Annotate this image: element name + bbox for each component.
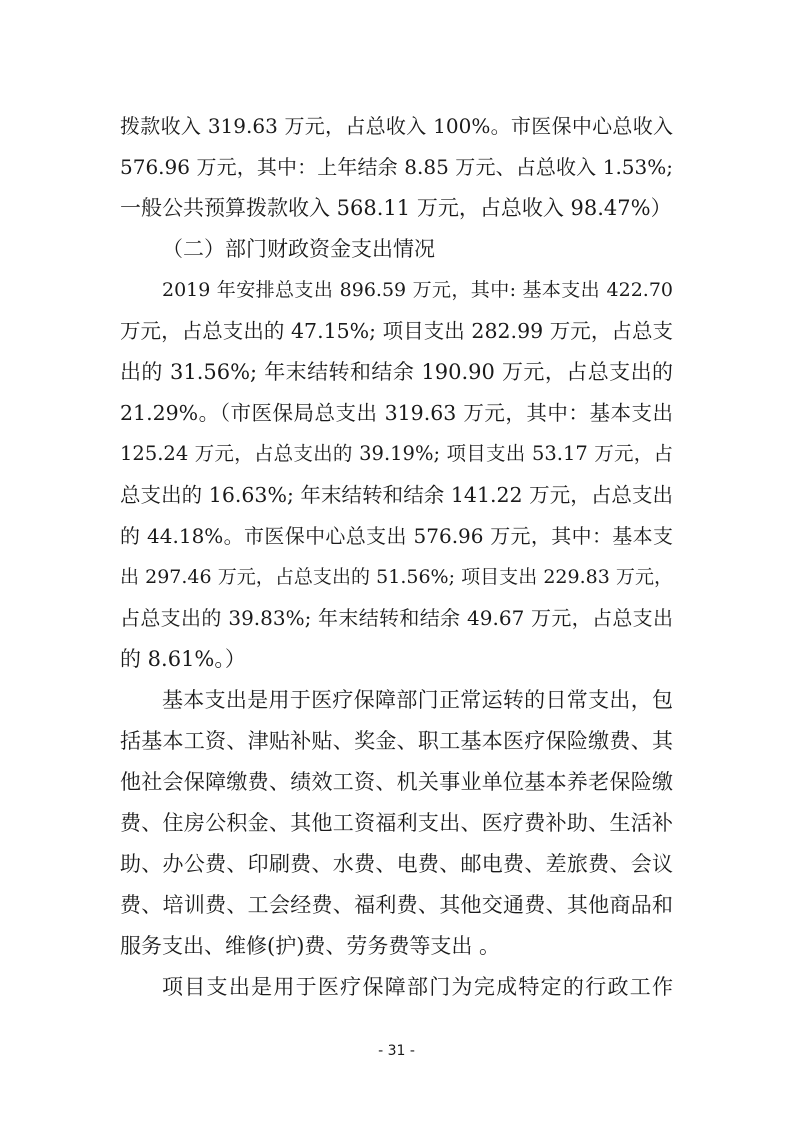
text-line: 万元，占总支出的 47.15%; 项目支出 282.99 万元，占总支 [120, 319, 673, 343]
text-line: 拨款收入 319.63 万元，占总收入 100%。市医保中心总收入 [120, 114, 673, 138]
page-number: - 31 - [378, 1043, 415, 1059]
text-line: 项目支出是用于医疗保障部门为完成特定的行政工作 [162, 975, 673, 999]
text-line: 2019 年安排总支出 896.59 万元，其中: 基本支出 422.70 [162, 279, 673, 301]
text-line: 的 8.61%。） [120, 647, 246, 671]
text-line: 出 297.46 万元，占总支出的 51.56%; 项目支出 229.83 万元， [120, 566, 673, 588]
section-heading: （二）部门财政资金支出情况 [162, 237, 435, 261]
text-line: 出的 31.56%; 年末结转和结余 190.90 万元，占总支出的 [120, 360, 673, 384]
text-line: 服务支出、维修(护)费、劳务费等支出 。 [120, 934, 501, 958]
text-line: 占总支出的 39.83%; 年末结转和结余 49.67 万元，占总支出 [120, 606, 673, 630]
text-line: 的 44.18%。市医保中心总支出 576.96 万元，其中：基本支 [120, 524, 673, 548]
text-line: 基本支出是用于医疗保障部门正常运转的日常支出，包 [162, 688, 673, 712]
text-line: 他社会保障缴费、绩效工资、机关事业单位基本养老保险缴 [120, 770, 673, 794]
text-line: 一般公共预算拨款收入 568.11 万元，占总收入 98.47%） [120, 196, 672, 220]
text-line: 125.24 万元，占总支出的 39.19%; 项目支出 53.17 万元，占 [120, 442, 673, 465]
text-line: 21.29%。（市医保局总支出 319.63 万元，其中：基本支出 [120, 401, 673, 425]
text-line: 总支出的 16.63%; 年末结转和结余 141.22 万元，占总支出 [120, 483, 673, 507]
text-line: 费、住房公积金、其他工资福利支出、医疗费补助、生活补 [120, 811, 673, 835]
text-line: 费、培训费、工会经费、福利费、其他交通费、其他商品和 [120, 893, 673, 917]
text-line: 括基本工资、津贴补贴、奖金、职工基本医疗保险缴费、其 [120, 729, 673, 753]
text-line: 助、办公费、印刷费、水费、电费、邮电费、差旅费、会议 [120, 852, 673, 876]
text-line: 576.96 万元，其中：上年结余 8.85 万元、占总收入 1.53%; [120, 155, 673, 179]
